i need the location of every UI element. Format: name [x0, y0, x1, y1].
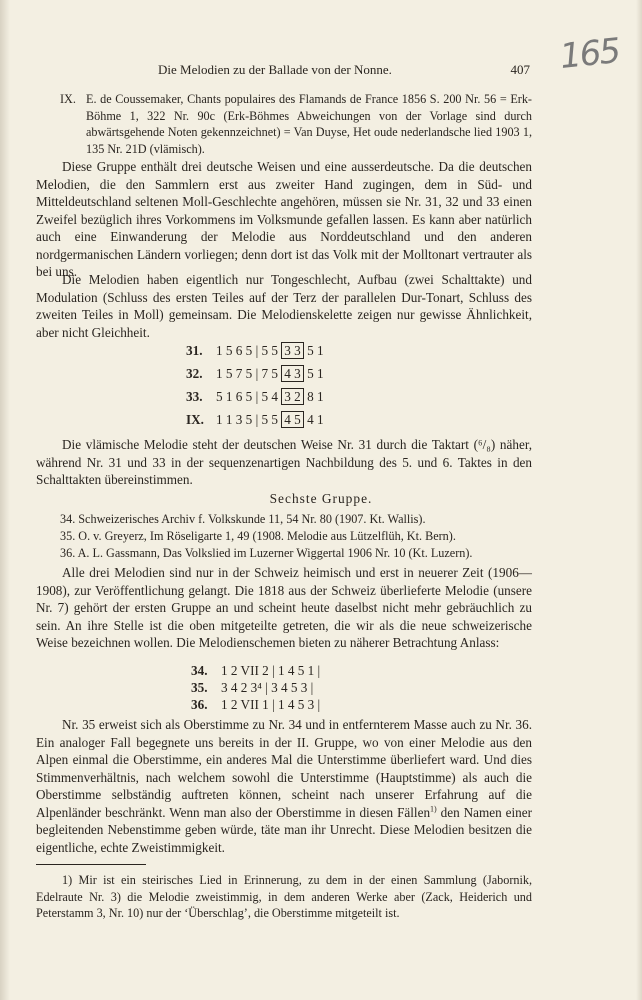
- page-number: 407: [510, 62, 530, 77]
- melody-notes-end: 5 1: [303, 366, 324, 381]
- melody-row: [191, 662, 320, 679]
- source-ix-label: IX.: [60, 92, 76, 106]
- paragraph-1: Diese Gruppe enthält drei deutsche Weisen und eine ausserdeutsche. Da die deutschen Melodien, die den Sammlern erst aus zweiter Hand zugingen, dem in Süd- und Mitteldeutschland seltenen Moll-Geschlechte angehören, müssen sie Nr. 31, 32 und 33 einen Zweifel bezüglich ihres Vorkommens im Volksmunde gefallen lassen. Es kann aber natürlich auch eine Einwanderung der Melodie aus Norddeutschland und den anderen nordgermanischen Ländern vorliegen; denn dort ist das Volk mit der Molltonart vertrauter als bei uns.: [36, 159, 532, 279]
- melody-row: [191, 679, 320, 696]
- melody-number: 34.: [191, 663, 208, 678]
- melody-notes: 1 2 VII 1 | 1 4 5 3 |: [221, 697, 321, 712]
- paragraph-5-text-a: Nr. 35 erweist sich als Oberstimme zu Nr. 34 und in entfernterem Masse auch zu Nr. 36. Ein analoger Fall begegnete uns bereits in der II. Gruppe, wo von einer Melodie aus den Alpen einmal die Oberstimme, ein anderes Mal die Unterstimme überliefert ward. Und dies Stimmenverhältnis, nach welchem sowohl die Unterstimme (Hauptstimme) als auch die Oberstimme selbständig auftreten können, scheint nach unserer Erfahrung auf die Alpenländer beschränkt. Wenn man also der Oberstimme in diesen Fällen: [36, 717, 532, 820]
- melody-number: 33.: [186, 389, 203, 404]
- source-ix-text: E. de Coussemaker, Chants populaires des Flamands de France 1856 S. 200 Nr. 56 = Erk-Böhme 1, 322 Nr. 90c (Erk-Böhmes Abweichungen von der Vorlage sind durch abwärtsgehende Noten gekennzeichnet) = Van Duyse, Het oude nederlandsche lied 1903 1, 135 Nr. 21D (vlämisch).: [86, 92, 532, 156]
- paragraph-2: Die Melodien haben eigentlich nur Tongeschlecht, Aufbau (zwei Schalttakte) und Modulation (Schluss des ersten Teiles auf der Terz der parallelen Dur-Tonart, Schluss des zweiten Teiles in Moll) gemeinsam. Die Melodienskelette zeigen nur gewisse Ähnlichkeit, aber nicht Gleichheit.: [36, 272, 532, 340]
- melody-notes: 1 1 3 5 | 5 5: [216, 412, 282, 427]
- handwritten-page-number: 165: [558, 31, 621, 77]
- melody-row: [186, 339, 324, 362]
- paragraph-4: Alle drei Melodien sind nur in der Schweiz heimisch und erst in neuerer Zeit (1906—1908), zur Veröffentlichung gelangt. Die 1818 aus der Schweiz überlieferte Melodie (unsere Nr. 7) gehört der ersten Gruppe an und scheint heute daselbst nicht mehr gebräuchlich zu sein. An ihre Stelle ist die oben mitgeteilte getreten, die wir als die neue schweizerische Weise bezeichnen wollen. Die Melodienschemen bieten zu näherer Betrachtung Anlass:: [36, 565, 532, 650]
- melody-number: 36.: [191, 697, 208, 712]
- melody-notes: 5 1 6 5 | 5 4: [216, 389, 282, 404]
- melody-scheme-table: [191, 662, 320, 713]
- melody-number: 31.: [186, 343, 203, 358]
- melody-row: [186, 362, 324, 385]
- running-title: Die Melodien zu der Ballade von der Nonne.: [158, 62, 392, 77]
- melody-number: 35.: [191, 680, 208, 695]
- melody-notes: 1 5 7 5 | 7 5: [216, 366, 282, 381]
- melody-row: [191, 696, 320, 713]
- melody-notes: 1 5 6 5 | 5 5: [216, 343, 282, 358]
- melody-number: IX.: [186, 412, 204, 427]
- running-header: [60, 62, 530, 80]
- melody-notes-end: 8 1: [303, 389, 324, 404]
- paragraph-5-text-b: den Namen einer begleitenden Nebenstimme geben würde, täte man ihr Unrecht. Diese Melodien besitzen die eigentliche, echte Zweistimmigkeit.: [36, 804, 532, 855]
- boxed-notes: 3 3: [281, 342, 303, 359]
- footnote-divider: [36, 864, 146, 865]
- boxed-notes: 4 3: [281, 365, 303, 382]
- section-title: Sechste Gruppe.: [269, 491, 373, 506]
- melody-row: [186, 408, 324, 431]
- melody-skeleton-table: [186, 339, 324, 431]
- melody-row: [186, 385, 324, 408]
- melody-number: 32.: [186, 366, 203, 381]
- footnote-reference[interactable]: 1): [430, 804, 437, 814]
- melody-notes-end: 4 1: [303, 412, 324, 427]
- source-ix: [60, 91, 532, 157]
- source-item: 36. A. L. Gassmann, Das Volkslied im Luzerner Wiggertal 1906 Nr. 10 (Kt. Luzern).: [60, 546, 473, 560]
- source-item: 35. O. v. Greyerz, Im Röseligarte 1, 49 (1908. Melodie aus Lützelflüh, Kt. Bern).: [60, 529, 456, 543]
- source-item: 34. Schweizerisches Archiv f. Volkskunde 11, 54 Nr. 80 (1907. Kt. Wallis).: [60, 512, 426, 526]
- melody-notes-end: 5 1: [303, 343, 324, 358]
- paragraph-3: Die vlämische Melodie steht der deutschen Weise Nr. 31 durch die Taktart (⁶/₈) näher, während Nr. 31 und 33 in der sequenzenartigen Nachbildung des 5. und 6. Taktes in den Schalttakten übereinstimmen.: [36, 437, 532, 487]
- melody-notes: 1 2 VII 2 | 1 4 5 1 |: [221, 663, 321, 678]
- boxed-notes: 4 5: [281, 411, 303, 428]
- footnote: 1) Mir ist ein steirisches Lied in Erinnerung, zu dem in der einen Sammlung (Jabornik, Edelraute Nr. 3) die Melodie zweistimmig, in dem anderen Werke aber (Zack, Heiderich und Peterstamm 3, Nr. 10) nur der ‘Überschlag’, die Oberstimme mitgeteilt ist.: [36, 873, 532, 920]
- melody-notes: 3 4 2 3⁴ | 3 4 5 3 |: [221, 680, 314, 695]
- boxed-notes: 3 2: [281, 388, 303, 405]
- paragraph-5: [36, 716, 532, 856]
- sources-list: [60, 511, 530, 562]
